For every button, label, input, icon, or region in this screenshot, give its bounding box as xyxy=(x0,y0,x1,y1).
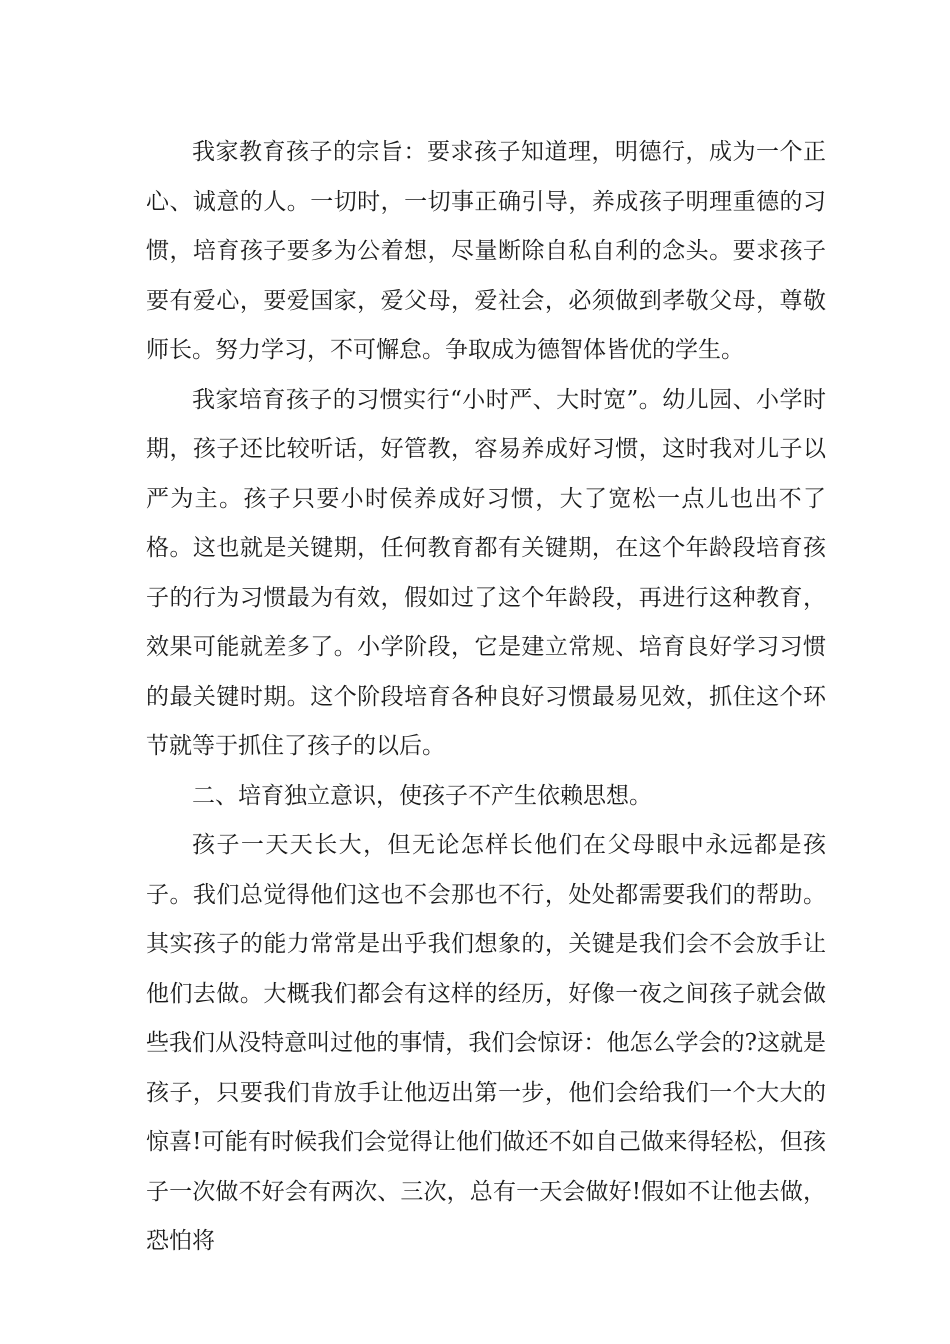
section-heading-independence: 二、培育独立意识，使孩子不产生依赖思想。 xyxy=(192,782,652,809)
paragraph-independence: 孩子一天天长大，但无论怎样长他们在父母眼中永远都是孩子。我们总觉得他们这也不会那也不行，处处都需要我们的帮助。其实孩子的能力常常是出乎我们想象的，关键是我们会不会放手让他们去做。大概我们都会有这样的经历，好像一夜之间孩子就会做些我们从没特意叫过他的事情，我们会惊讶：他怎么学会的?这就是孩子，只要我们肯放手让他迈出第一步，他们会给我们一个大大的惊喜!可能有时候我们会觉得让他们做还不如自己做来得轻松，但孩子一次做不好会有两次、三次，总有一天会做好!假如不让他去做，恐怕将 xyxy=(146,832,826,1254)
document-body xyxy=(146,128,826,1267)
paragraph-education-purpose: 我家教育孩子的宗旨：要求孩子知道理，明德行，成为一个正心、诚意的人。一切时，一切事正确引导，养成孩子明理重德的习惯，培育孩子要多为公着想，尽量断除自私自利的念头。要求孩子要有爱心，要爱国家，爱父母，爱社会，必须做到孝敬父母，尊敬师长。努力学习，不可懈怠。争取成为德智体皆优的学生。 xyxy=(146,139,826,363)
paragraph-habit-training: 我家培育孩子的习惯实行“小时严、大时宽”。幼儿园、小学时期，孩子还比较听话，好管教，容易养成好习惯，这时我对儿子以严为主。孩子只要小时侯养成好习惯，大了宽松一点儿也出不了格。这也就是关键期，任何教育都有关键期，在这个年龄段培育孩子的行为习惯最为有效，假如过了这个年龄段，再进行这种教育，效果可能就差多了。小学阶段，它是建立常规、培育良好学习习惯的最关键时期。这个阶段培育各种良好习惯最易见效，抓住这个环节就等于抓住了孩子的以后。 xyxy=(146,386,826,759)
